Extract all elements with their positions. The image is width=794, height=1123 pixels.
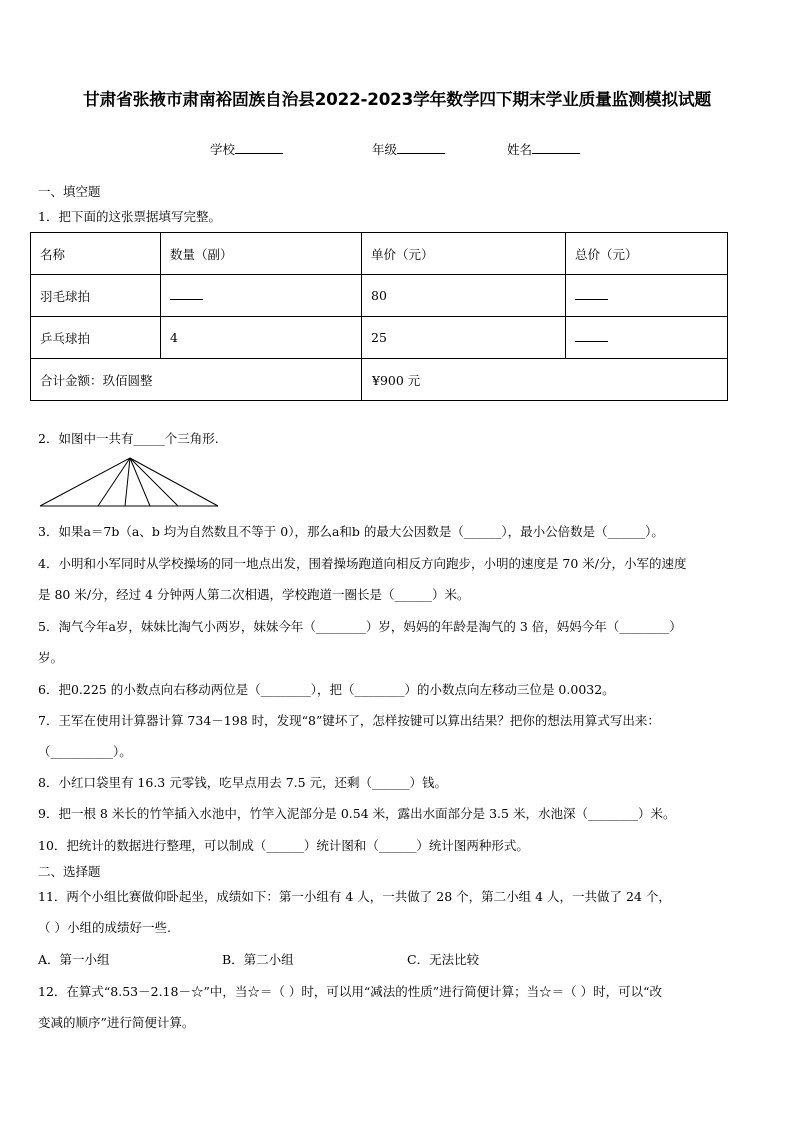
total-label: 合计金额：玖佰圆整 [31,359,362,401]
question-5-line-2: 岁。 [38,650,64,665]
question-4-line-2: 是 80 米/分，经过 4 分钟两人第二次相遇，学校跑道一圈长是（______）米。 [38,587,470,602]
question-10: 10．把统计的数据进行整理，可以制成（______）统计图和（______）统计图两种形式。 [38,838,529,853]
question-1: 1．把下面的这张票据填写完整。 [38,209,221,224]
page-title: 甘肃省张掖市肃南裕固族自治县2022-2023学年数学四下期末学业质量监测模拟试题 [83,89,711,109]
grade-field [372,140,445,158]
question-7-line-1: 7．王军在使用计算器计算 734－198 时，发现“8”键坏了，怎样按键可以算出结果？把你的想法用算式写出来： [38,713,660,728]
header-qty: 数量（副） [161,233,362,275]
question-12-line-1: 12．在算式“8.53－2.18－☆”中，当☆＝（ ）时，可以用“减法的性质”进行简便计算；当☆＝（ ）时，可以“改 [38,984,662,999]
question-7-line-2: （__________）。 [38,744,132,759]
school-field [210,140,283,158]
name-blank[interactable] [532,142,580,154]
question-5-line-1: 5．淘气今年a岁，妹妹比淘气小两岁，妹妹今年（________）岁，妈妈的年龄是淘气的 3 倍，妈妈今年（________） [38,619,682,634]
option-a[interactable]: A．第一小组 [38,952,110,967]
total-value: ¥900 元 [362,359,728,401]
question-2: 2．如图中一共有_____个三角形. [38,431,219,446]
question-12-line-2: 变减的顺序”进行简便计算。 [38,1015,195,1030]
triangle-figure [38,456,222,508]
item-total-blank[interactable] [566,317,728,359]
section-multiple-choice: 二、选择题 [38,864,101,879]
item-qty: 4 [161,317,362,359]
grade-blank[interactable] [397,142,445,154]
table-header-row [31,233,728,275]
item-total-blank[interactable] [566,275,728,317]
question-4-line-1: 4．小明和小军同时从学校操场的同一地点出发，围着操场跑道向相反方向跑步，小明的速度是 70 米/分，小军的速度 [38,556,687,571]
table-total-row [31,359,728,401]
table-row [31,317,728,359]
item-price: 25 [362,317,566,359]
school-label: 学校 [210,142,236,157]
header-total: 总价（元） [566,233,728,275]
item-price: 80 [362,275,566,317]
question-8: 8．小红口袋里有 16.3 元零钱，吃早点用去 7.5 元，还剩（______）钱。 [38,775,448,790]
name-label: 姓名 [507,142,533,157]
receipt-table [30,232,728,401]
question-3: 3．如果a＝7b（a、b 均为自然数且不等于 0），那么a和b 的最大公因数是（______），最小公倍数是（______）。 [38,524,664,539]
question-11-line-1: 11．两个小组比赛做仰卧起坐，成绩如下：第一小组有 4 人，一共做了 28 个，第二小组 4 人，一共做了 24 个， [38,889,671,904]
school-blank[interactable] [235,142,283,154]
header-price: 单价（元） [362,233,566,275]
grade-label: 年级 [372,142,398,157]
item-qty-blank[interactable] [161,275,362,317]
name-field [507,140,580,158]
question-6: 6．把0.225 的小数点向右移动两位是（________），把（________）的小数点向左移动三位是 0.0032。 [38,682,615,697]
question-11-line-2: （ ）小组的成绩好一些. [38,920,171,935]
item-name: 乒乓球拍 [31,317,161,359]
item-name: 羽毛球拍 [31,275,161,317]
option-c[interactable]: C．无法比较 [407,952,480,967]
header-name: 名称 [31,233,161,275]
section-fill-blank: 一、填空题 [38,184,101,199]
question-9: 9．把一根 8 米长的竹竿插入水池中，竹竿入泥部分是 0.54 米，露出水面部分是 3.5 米，水池深（________）米。 [38,806,676,821]
option-b[interactable]: B．第二小组 [222,952,294,967]
table-row [31,275,728,317]
